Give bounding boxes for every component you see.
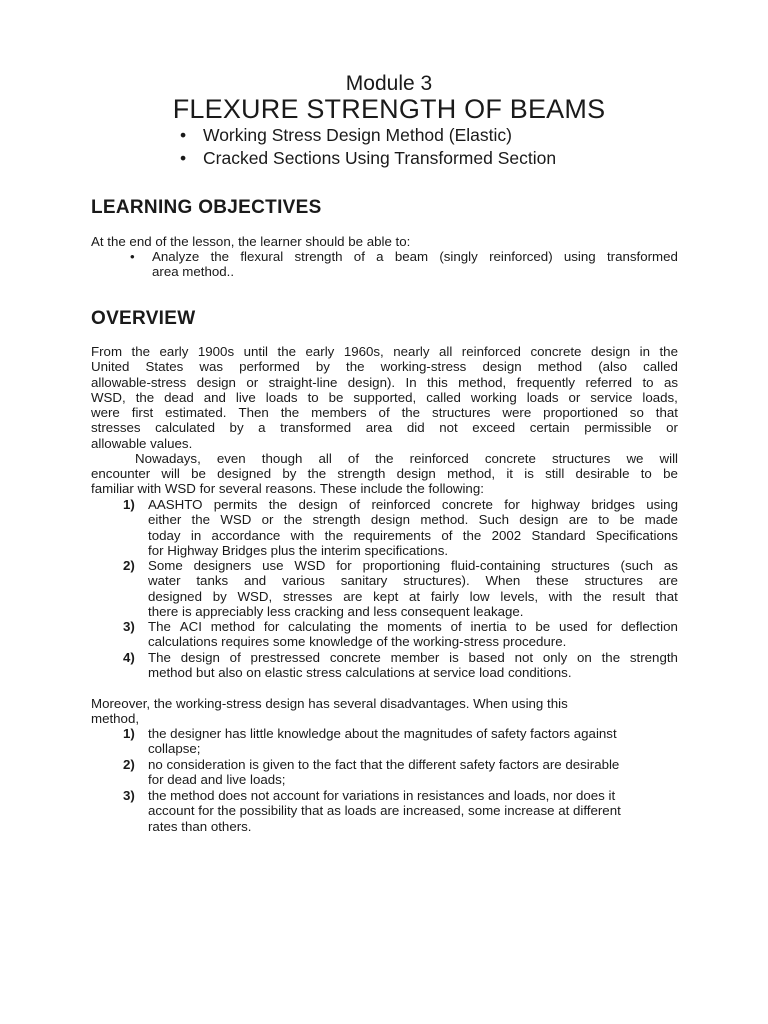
list-number: 1) xyxy=(123,497,135,512)
section-heading-objectives: LEARNING OBJECTIVES xyxy=(91,197,322,218)
bullet-icon: • xyxy=(180,125,187,145)
list-number: 4) xyxy=(123,650,135,665)
list-item: the method does not account for variations in resistances and loads, nor does it account for the possibility that as loads are increased, some increase at different rates than others. xyxy=(148,788,621,834)
bullet-icon: • xyxy=(180,148,187,168)
objectives-intro: At the end of the lesson, the learner should be able to: xyxy=(91,234,411,249)
topic-item: • Working Stress Design Method (Elastic) xyxy=(180,125,512,145)
list-item: The ACI method for calculating the moments of inertia to be used for deflection calculations requires some knowledge of the working-stress procedure. xyxy=(148,619,678,650)
list-item: the designer has little knowledge about the magnitudes of safety factors against collapse; xyxy=(148,726,617,757)
list-item: Some designers use WSD for proportioning fluid-containing structures (such as water tanks and various sanitary structures). When these structures are designed by WSD, stresses are kept at fairly low levels, with the result that there is appreciably less cracking and less consequent leakage. xyxy=(148,558,678,619)
topic-list xyxy=(180,124,556,170)
list-number: 3) xyxy=(123,788,135,803)
page-title: FLEXURE STRENGTH OF BEAMS xyxy=(172,94,606,124)
list-item: no consideration is given to the fact that the different safety factors are desirable for dead and live loads; xyxy=(148,757,620,788)
overview-paragraph-2: encounter will be designed by the strength design method, it is still desirable to be familiar with WSD for several reasons. These include the following: xyxy=(91,466,678,497)
overview-paragraph-2-first-line: Nowadays, even though all of the reinforced concrete structures we will xyxy=(135,451,678,466)
list-number: 1) xyxy=(123,726,135,741)
objective-item: Analyze the flexural strength of a beam (singly reinforced) using transformed area method.. xyxy=(152,249,678,280)
list-number: 3) xyxy=(123,619,135,634)
overview-paragraph-3: Moreover, the working-stress design has several disadvantages. When using this method, xyxy=(91,696,568,727)
list-item: The design of prestressed concrete member is based not only on the strength method but also on elastic stress calculations at service load conditions. xyxy=(148,650,678,681)
list-number: 2) xyxy=(123,558,135,573)
bullet-icon: • xyxy=(130,249,135,264)
overview-paragraph-1: From the early 1900s until the early 1960s, nearly all reinforced concrete design in the United States was performed by the working-stress design method (also called allowable-stress design or straight-line design). In this method, frequently referred to as WSD, the dead and live loads to be supported, called working loads or service loads, were first estimated. Then the members of the structures were proportioned so that stresses calculated by a transformed area did not exceed certain permissible or allowable values. xyxy=(91,344,678,451)
list-number: 2) xyxy=(123,757,135,772)
section-heading-overview: OVERVIEW xyxy=(91,308,196,329)
module-label: Module 3 xyxy=(345,72,433,95)
topic-item: • Cracked Sections Using Transformed Section xyxy=(180,148,557,168)
list-item: AASHTO permits the design of reinforced concrete for highway bridges using either the WSD or the strength design method. Such design are to be made today in accordance with the requirements of the 2002 Standard Specifications for Highway Bridges plus the interim specifications. xyxy=(148,497,678,558)
